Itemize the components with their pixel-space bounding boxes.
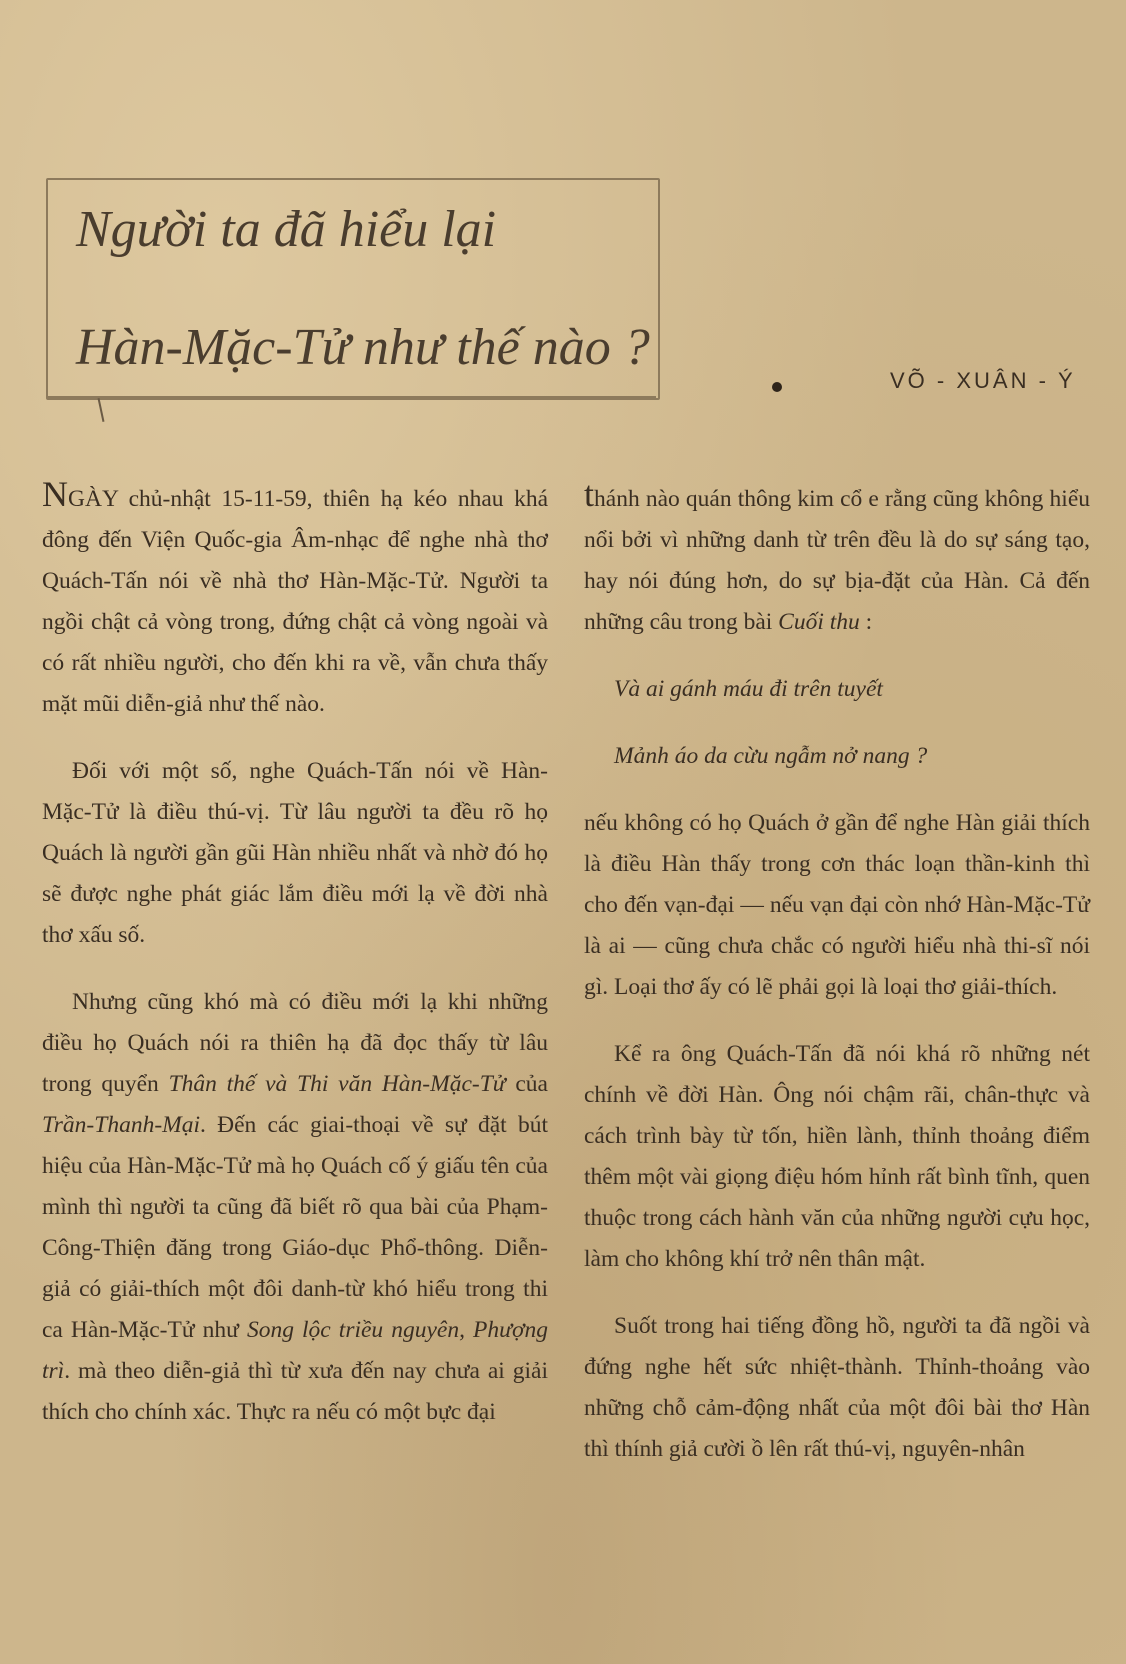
column-right bbox=[584, 474, 1090, 1496]
paragraph bbox=[584, 474, 1090, 643]
poem-terms: Song lộc triều nguyên, Phượng trì bbox=[42, 1317, 549, 1384]
title-underline bbox=[46, 396, 656, 398]
article-title-line-2: Hàn-Mặc-Tử như thế nào ? bbox=[76, 319, 650, 376]
ink-mark bbox=[98, 398, 105, 422]
text-run: . Đến các giai-thoại về sự đặt bút hiệu của Hàn-Mặc-Tử mà họ Quách cố ý giấu tên của mình thì người ta cũng đã biết rõ qua bài của Phạm-Công-Thiện đăng trong Giáo-dục Phổ-thông. Diễn-giả có giải-thích một đôi danh-từ khó hiểu trong thi ca Hàn-Mặc-Tử như bbox=[42, 1112, 548, 1343]
paragraph: nếu không có họ Quách ở gần để nghe Hàn giải thích là điều Hàn thấy trong cơn thác loạn thần-kinh thì cho đến vạn-đại — nếu vạn đại còn nhớ Hàn-Mặc-Tử là ai — cũng chưa chắc có người hiểu nhà thi-sĩ nói gì. Loại thơ ấy có lẽ phải gọi là loại thơ giải-thích. bbox=[584, 810, 1090, 1000]
column-left bbox=[42, 474, 548, 1459]
paragraph: Suốt trong hai tiếng đồng hồ, người ta đã ngồi và đứng nghe hết sức nhiệt-thành. Thỉnh-thoảng vào những chỗ cảm-động nhất của một đôi bài thơ Hàn thì thính giả cười ồ lên rất thú-vị, nguyên-nhân bbox=[584, 1313, 1090, 1462]
text-run: thánh nào quán thông kim cổ e rằng cũng không hiểu nổi bởi vì những danh từ trên đều là do sự sáng tạo, hay nói đúng hơn, do sự bịa-đặt của Hàn. Cả đến những câu trong bài bbox=[584, 474, 1090, 635]
text-run: . mà theo diễn-giả thì từ xưa đến nay chưa ai giải thích cho chính xác. Thực ra nếu có một bực đại bbox=[42, 1358, 548, 1425]
verse-line: Và ai gánh máu đi trên tuyết bbox=[614, 676, 883, 702]
paragraph: NGÀY chủ-nhật 15-11-59, thiên hạ kéo nhau khá đông đến Viện Quốc-gia Âm-nhạc để nghe nhà thơ Quách-Tấn nói về nhà thơ Hàn-Mặc-Tử. Người ta ngồi chật cả vòng trong, đứng chật cả vòng ngoài và có rất nhiều người, cho đến khi ra về, vẫn chưa thấy mặt mũi diễn-giả như thế nào. bbox=[42, 474, 548, 717]
byline-bullet-icon bbox=[772, 382, 782, 392]
text-run: của bbox=[505, 1071, 548, 1097]
text-run: : bbox=[859, 609, 873, 635]
book-title: Thân thế và Thi văn Hàn-Mặc-Tử bbox=[168, 1071, 506, 1097]
poem-title: Cuối thu bbox=[778, 609, 860, 635]
paragraph: Đối với một số, nghe Quách-Tấn nói về Hàn-Mặc-Tử là điều thú-vị. Từ lâu người ta đều rõ họ Quách là người gần gũi Hàn nhiều nhất và nhờ đó họ sẽ được nghe phát giác lắm điều mới lạ về đời nhà thơ xấu số. bbox=[42, 758, 548, 948]
article-title-line-1: Người ta đã hiểu lại bbox=[76, 201, 497, 258]
book-author: Trần-Thanh-Mại bbox=[42, 1112, 200, 1138]
author-byline: VÕ - XUÂN - Ý bbox=[890, 368, 1076, 393]
text-run: Nhưng cũng khó mà có điều mới lạ khi những điều họ Quách nói ra thiên hạ đã đọc thấy từ lâu trong quyển bbox=[42, 989, 548, 1097]
paragraph: Kể ra ông Quách-Tấn đã nói khá rõ những nét chính về đời Hàn. Ông nói chậm rãi, chân-thực và cách trình bày từ tốn, hiền lành, thỉnh thoảng điểm thêm một vài giọng điệu hóm hỉnh rất bình tĩnh, quen thuộc trong cách hành văn của những người cựu học, làm cho không khí trở nên thân mật. bbox=[584, 1041, 1090, 1272]
verse-line: Mảnh áo da cừu ngẫm nở nang ? bbox=[614, 743, 928, 769]
paragraph bbox=[42, 982, 548, 1433]
